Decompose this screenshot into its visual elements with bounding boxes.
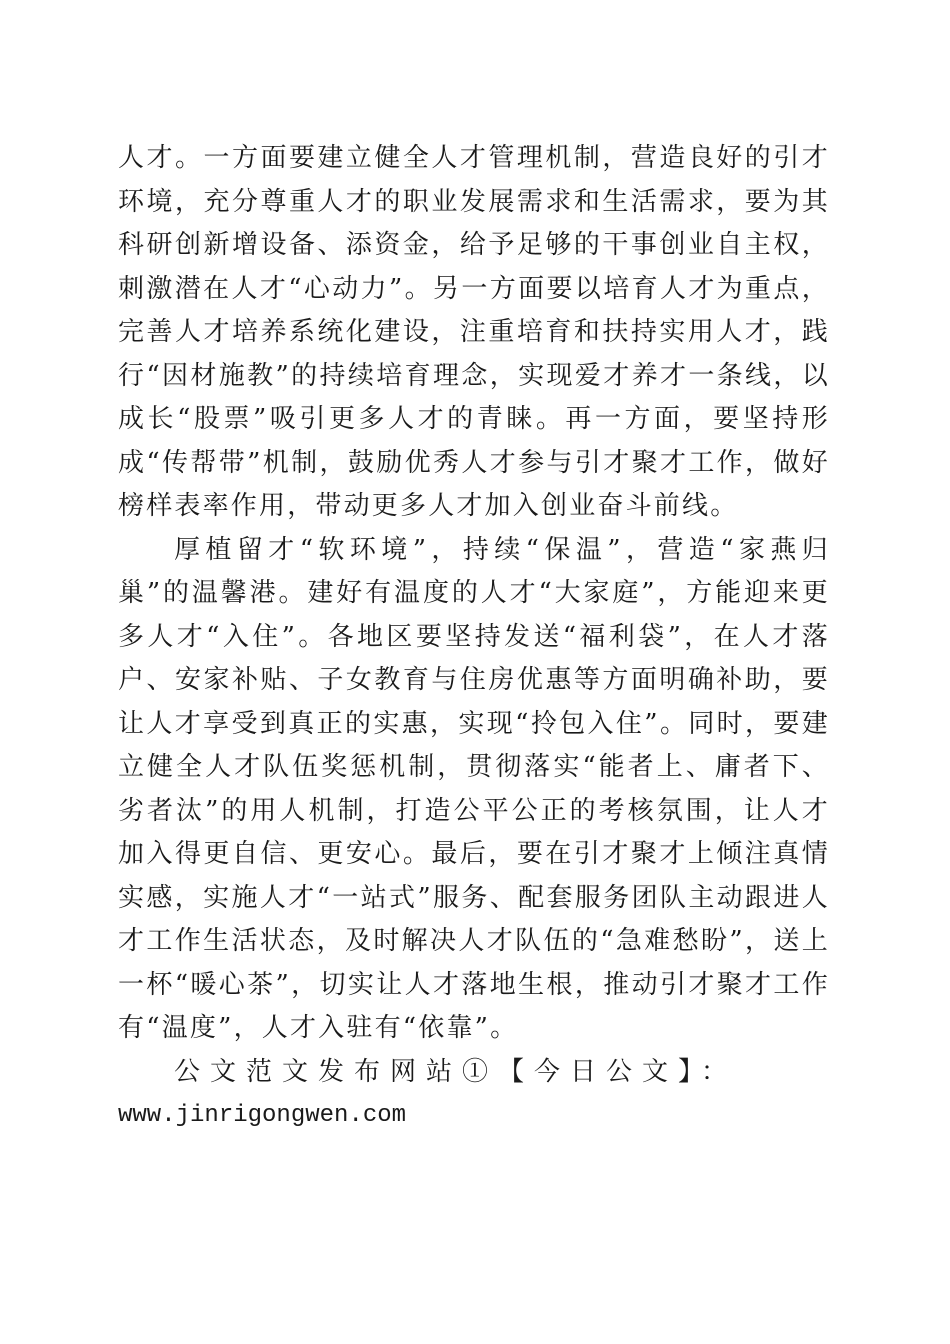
document-body bbox=[118, 137, 830, 1138]
source-label: 公文范文发布网站①【今日公文】： bbox=[174, 1056, 738, 1087]
paragraph-talent-mechanism: 人才。一方面要建立健全人才管理机制，营造良好的引才环境，充分尊重人才的职业发展需求和生活需求，要为其科研创新增设备、添资金，给予足够的干事创业自主权，刺激潜在人才“心动力”。另一方面要以培育人才为重点，完善人才培养系统化建设，注重培育和扶持实用人才，践行“因材施教”的持续培育理念，实现爱才养才一条线，以成长“股票”吸引更多人才的青睐。再一方面，要坚持形成“传帮带”机制，鼓励优秀人才参与引才聚才工作，做好榜样表率作用，带动更多人才加入创业奋斗前线。 bbox=[118, 143, 830, 521]
source-url-link[interactable]: www.jinrigongwen.com bbox=[118, 1102, 407, 1129]
paragraph-soft-environment: 厚植留才“软环境”，持续“保温”，营造“家燕归巢”的温馨港。建好有温度的人才“大家庭”，方能迎来更多人才“入住”。各地区要坚持发送“福利袋”，在人才落户、安家补贴、子女教育与住房优惠等方面明确补助，要让人才享受到真正的实惠，实现“拎包入住”。同时，要建立健全人才队伍奖惩机制，贯彻落实“能者上、庸者下、劣者汰”的用人机制，打造公平公正的考核氛围，让人才加入得更自信、更安心。最后，要在引才聚才上倾注真情实感，实施人才“一站式”服务、配套服务团队主动跟进人才工作生活状态，及时解决人才队伍的“急难愁盼”，送上一杯“暖心茶”，切实让人才落地生根，推动引才聚才工作有“温度”，人才入驻有“依靠”。 bbox=[118, 534, 830, 1043]
